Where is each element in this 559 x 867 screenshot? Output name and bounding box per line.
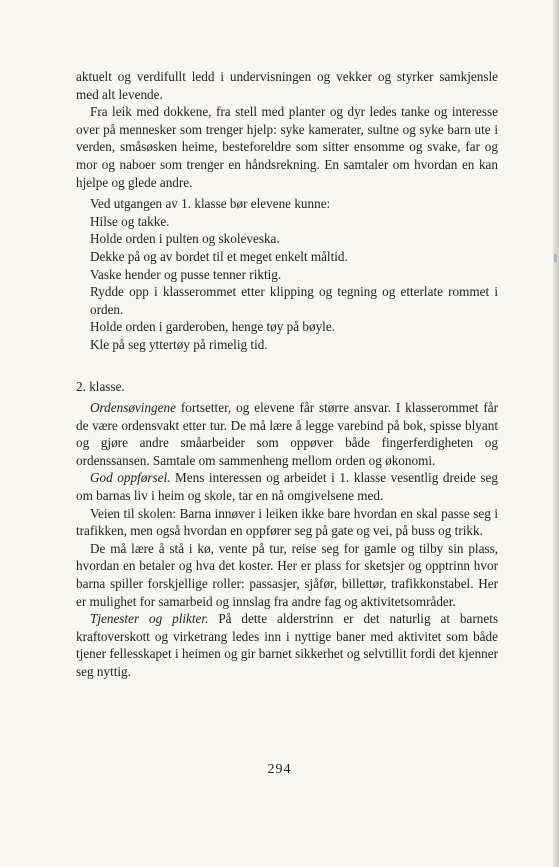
page-edge: [553, 0, 559, 867]
list-item: Rydde opp i klasserommet etter klipping og tegning og etterlate rommet i orden.: [90, 284, 498, 317]
paragraph-3: [76, 399, 498, 469]
term-italic: Tjenester og plikter.: [90, 611, 209, 627]
list-item: Hilse og takke.: [90, 213, 170, 229]
paragraph-text: Mens interessen og arbeidet i 1. klasse vesentlig dreide seg om barnas liv i heim og skole, tar en nå omgivelsene med.: [76, 470, 499, 504]
page-number: 294: [267, 762, 292, 777]
skills-list: [76, 195, 498, 353]
paragraph-4: [76, 469, 498, 504]
paragraph-5: Veien til skolen: Barna innøver i leiken ikke bare hvordan en skal passe seg i trafikken, men også hvordan en oppfører seg på gate og vei, på buss og trikk.: [76, 505, 498, 539]
term-italic: Ordensøvingene: [90, 400, 176, 416]
paragraph-7: [76, 610, 498, 680]
list-item: Dekke på og av bordet til et meget enkelt måltid.: [90, 248, 348, 264]
list-item: Kle på seg yttertøy på rimelig tid.: [90, 336, 268, 352]
paragraph-6: De må lære å stå i kø, vente på tur, reise seg for gamle og tilby sin plass, hvordan en betaler og hva det koster. Her er plass for sketsjer og opptrinn hvor barna spiller forskjellige roller: passasjer, sjåfør, billettør, trafikkonstabel. Her er mulighet for samarbeid og innslag fra andre fag og aktivitetsområder.: [76, 540, 498, 609]
list-item: Holde orden i garderoben, henge tøy på bøyle.: [90, 319, 335, 335]
paragraph-text: På dette alderstrinn er det naturlig at barnets kraftoverskott og virketrang ledes inn i nyttige baner med aktivitet som både tjener fellesskapet i heimen og gir barnet sikkerhet og selvtillit fordi det kjenner seg nyttig.: [76, 611, 498, 679]
list-item: Vaske hender og pusse tenner riktig.: [90, 266, 282, 282]
section-heading: 2. klasse.: [76, 378, 125, 394]
paragraph-2: Fra leik med dokkene, fra stell med planter og dyr ledes tanke og interesse over på mennesker som trenger hjelp: syke kamerater, sultne og syke barn ute i verden, småsøsken heime, besteforeldre som sitter ensomme og svake, far og mor og naboer som trenger en håndsrekning. En samtaler om hvordan en kan hjelpe og glede andre.: [76, 104, 498, 190]
term-italic: God oppførsel.: [90, 470, 171, 486]
edge-marker: [554, 254, 557, 262]
body-text: [76, 68, 498, 681]
list-item: Holde orden i pulten og skoleveska.: [90, 231, 280, 247]
paragraph-1: aktuelt og verdifullt ledd i undervisningen og vekker og styrker samkjensle med alt levende.: [76, 69, 498, 102]
paragraph-text: fortsetter, og elevene får større ansvar. I klasserommet får de være ordensvakt etter tur. De må lære å legge varebind på bok, spisse blyant og gjøre andre småarbeider som oppøver både fingerferdigheten og ordenssansen. Samtale om sammenheng mellom orden og økonomi.: [76, 400, 498, 468]
list-intro: Ved utgangen av 1. klasse bør elevene kunne:: [90, 196, 331, 212]
